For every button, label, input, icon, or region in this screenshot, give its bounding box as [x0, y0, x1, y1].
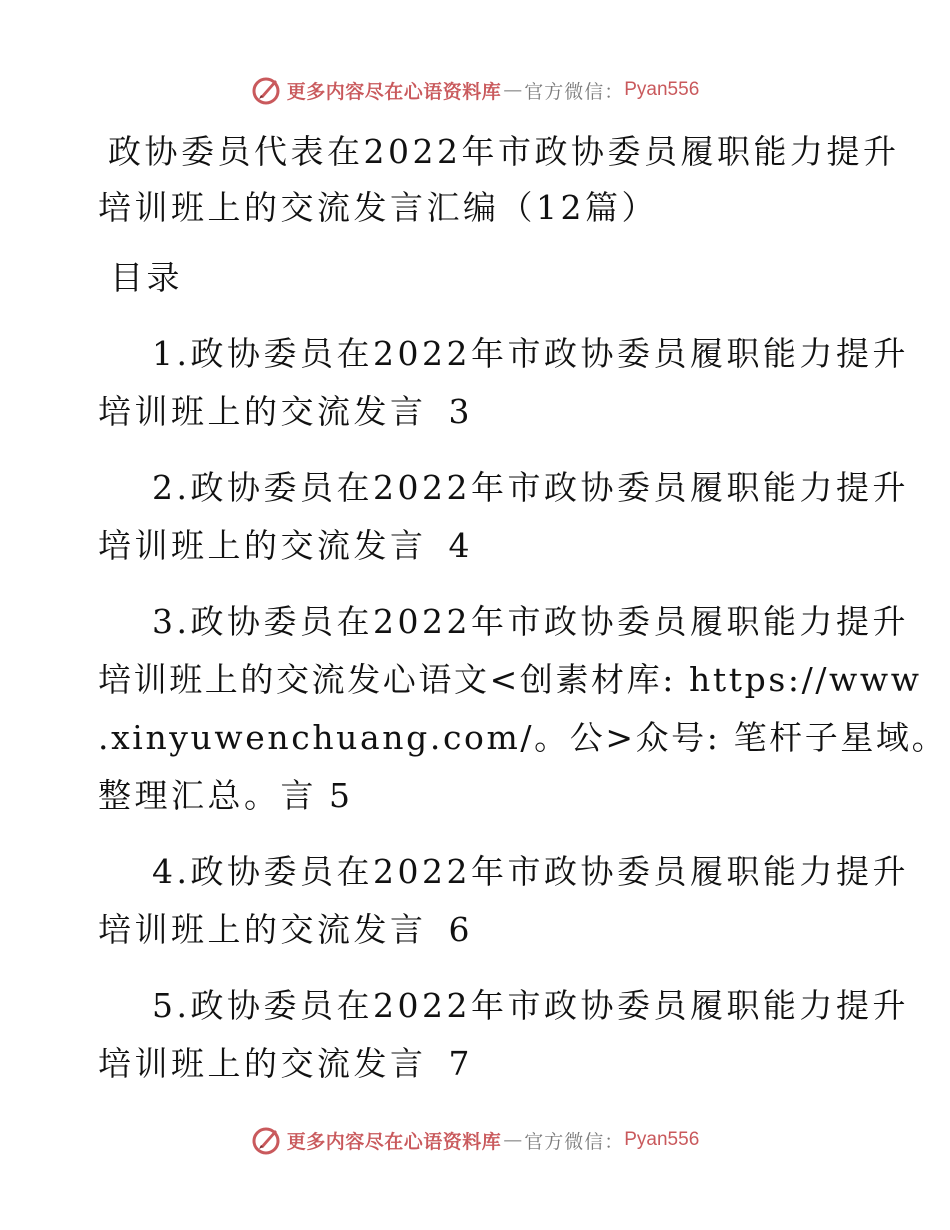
toc-entry-4 [98, 844, 909, 958]
toc-entry-line [98, 768, 858, 824]
toc-page-number: 5 [329, 776, 354, 815]
toc-entry-line: 5.政协委员在2022年市政协委员履职能力提升 [152, 986, 909, 1025]
toc-entry-3 [98, 594, 948, 824]
quill-logo-icon [251, 1125, 281, 1155]
banner-wechat-label: 官方微信： [524, 1130, 625, 1153]
toc-entry-1 [98, 326, 909, 440]
toc-entry-line: 2.政协委员在2022年市政协委员履职能力提升 [152, 468, 909, 507]
banner-wechat-handle: Pyan556 [624, 1129, 700, 1150]
toc-page-number: 4 [448, 526, 473, 565]
footer-banner [0, 1122, 950, 1158]
toc-entry-5 [98, 978, 909, 1092]
toc-entry-text: 培训班上的交流发言 [98, 910, 427, 949]
toc-entry-line: 培训班上的交流发心语文<创素材库: https://www [98, 660, 922, 699]
toc-entry-2 [98, 460, 909, 574]
toc-entry-text: 培训班上的交流发言 [98, 526, 427, 565]
toc-page-number: 7 [448, 1044, 473, 1083]
banner-dash: — [503, 1129, 523, 1151]
banner-dash: — [503, 79, 523, 101]
toc-entry-text: 整理汇总。言 [98, 776, 317, 815]
toc-entry-line: 1.政协委员在2022年市政协委员履职能力提升 [152, 334, 909, 373]
toc-entry-line [98, 1036, 858, 1092]
toc-entry-line [98, 384, 858, 440]
toc-page-number: 3 [448, 392, 473, 431]
toc-entry-line [98, 902, 858, 958]
document-title-line-2: 培训班上的交流发言汇编（12篇） [98, 188, 658, 227]
banner-main-text: 更多内容尽在心语资料库 [286, 80, 502, 103]
toc-heading: 目录 [110, 258, 183, 297]
toc-entry-line [98, 518, 858, 574]
banner-wechat-handle: Pyan556 [624, 79, 700, 100]
toc-entry-text: 培训班上的交流发言 [98, 1044, 427, 1083]
toc-page-number: 6 [448, 910, 473, 949]
toc-entry-line: .xinyuwenchuang.com/。公>众号: 笔杆子星域。 [98, 718, 948, 757]
document-title-line-1: 政协委员代表在2022年市政协委员履职能力提升 [108, 132, 900, 171]
toc-entry-line: 4.政协委员在2022年市政协委员履职能力提升 [152, 852, 909, 891]
quill-logo-icon [251, 75, 281, 105]
document-body [98, 124, 948, 1092]
banner-wechat-label: 官方微信： [524, 80, 625, 103]
toc-entry-line: 3.政协委员在2022年市政协委员履职能力提升 [152, 602, 909, 641]
banner-main-text: 更多内容尽在心语资料库 [286, 1130, 502, 1153]
toc-entry-text: 培训班上的交流发言 [98, 392, 427, 431]
header-banner [0, 72, 950, 108]
